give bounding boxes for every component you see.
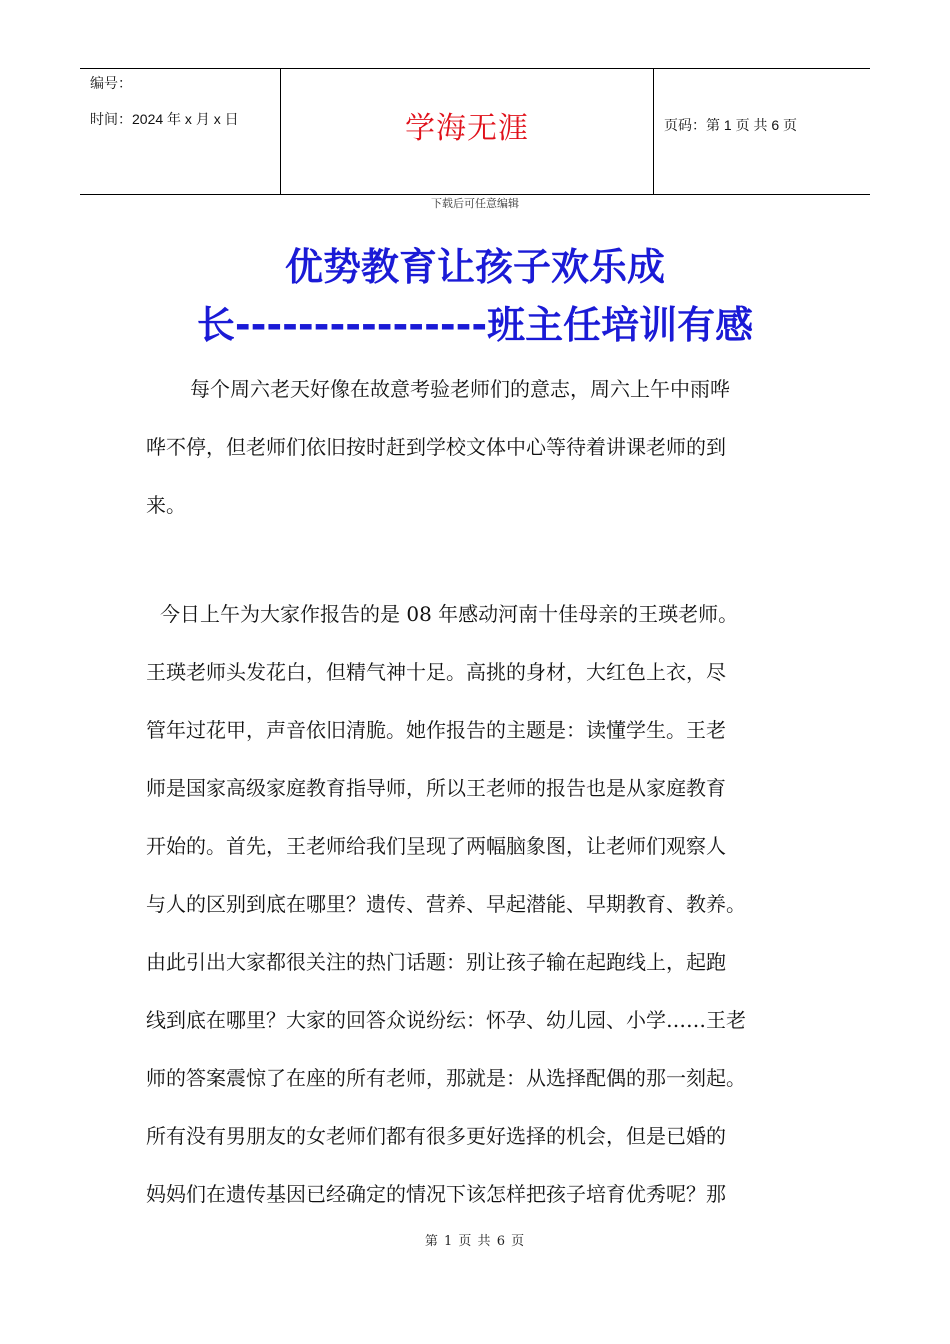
paragraph-2 [146, 585, 826, 1223]
document-title-line1: 优势教育让孩子欢乐成 [284, 245, 665, 289]
time-label: 时间：2024 年 x 月 x 日 [90, 111, 239, 127]
page-footer: 第 1 页 共 6 页 [424, 1234, 526, 1249]
paragraph-line: 师是国家高级家庭教育指导师，所以王老师的报告也是从家庭教育 [146, 776, 726, 800]
paragraph-line: 线到底在哪里？大家的回答众说纷纭：怀孕、幼儿园、小学……王老 [146, 1008, 746, 1032]
paragraph-line: 今日上午为大家作报告的是 08 年感动河南十佳母亲的王瑛老师。 [160, 602, 739, 626]
paragraph-line: 由此引出大家都很关注的热门话题：别让孩子输在起跑线上，起跑 [146, 950, 726, 974]
page-label: 页码：第 1 页 共 6 页 [664, 117, 798, 133]
download-note: 下载后可任意编辑 [431, 197, 519, 210]
number-label: 编号： [90, 75, 132, 91]
paragraph-1 [146, 360, 826, 534]
document-header [80, 68, 870, 195]
paragraph-line: 与人的区别到底在哪里？遗传、营养、早起潜能、早期教育、教养。 [146, 892, 746, 916]
paragraph-line: 王瑛老师头发花白，但精气神十足。高挑的身材，大红色上衣，尽 [146, 660, 726, 684]
paragraph-line: 开始的。首先，王老师给我们呈现了两幅脑象图，让老师们观察人 [146, 834, 726, 858]
document-title-line2: 长----------------班主任培训有感 [196, 303, 754, 347]
paragraph-line: 妈妈们在遗传基因已经确定的情况下该怎样把孩子培育优秀呢？那 [146, 1182, 726, 1206]
paragraph-line: 管年过花甲，声音依旧清脆。她作报告的主题是：读懂学生。王老 [146, 718, 726, 742]
paragraph-line: 来。 [146, 493, 186, 517]
paragraph-line: 哗不停，但老师们依旧按时赶到学校文体中心等待着讲课老师的到 [146, 435, 726, 459]
paragraph-line: 所有没有男朋友的女老师们都有很多更好选择的机会，但是已婚的 [146, 1124, 726, 1148]
paragraph-line: 每个周六老天好像在故意考验老师们的意志，周六上午中雨哗 [190, 377, 730, 401]
paragraph-line: 师的答案震惊了在座的所有老师，那就是：从选择配偶的那一刻起。 [146, 1066, 746, 1090]
brand-title: 学海无涯 [405, 111, 529, 146]
